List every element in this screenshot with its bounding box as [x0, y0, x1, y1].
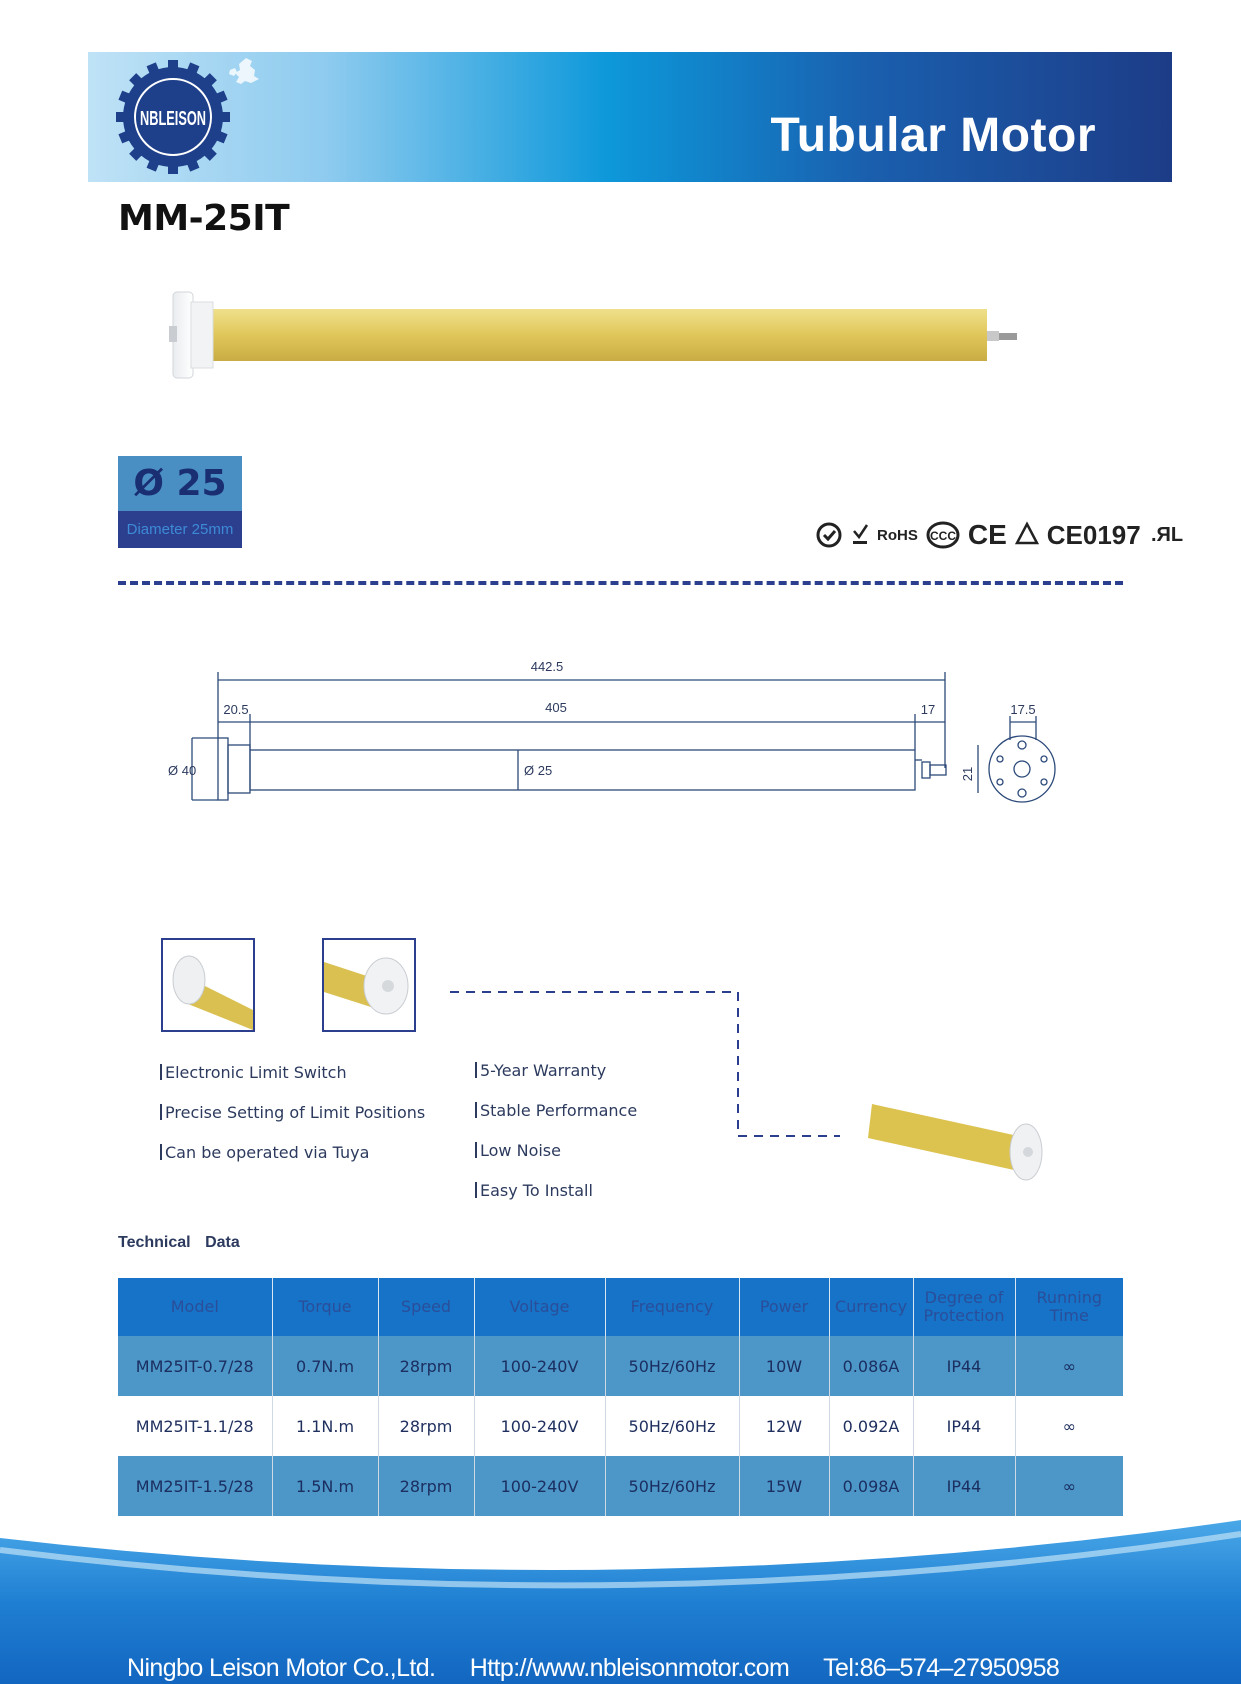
column-header: Torque: [272, 1278, 378, 1336]
table-cell: 10W: [739, 1336, 829, 1396]
table-row: [118, 1396, 1123, 1456]
footer-contact: [127, 1654, 1087, 1683]
dim-head: 20.5: [223, 702, 249, 717]
dim-end-height: 21: [960, 766, 975, 782]
ul-icon: [1149, 523, 1189, 547]
technical-data-table: [118, 1278, 1123, 1516]
table-cell: 50Hz/60Hz: [605, 1456, 739, 1516]
dim-tube-diameter: Ø 25: [524, 763, 553, 778]
table-cell: 50Hz/60Hz: [605, 1336, 739, 1396]
table-cell: 100-240V: [474, 1396, 605, 1456]
dim-total: 442.5: [530, 659, 564, 674]
table-cell: ∞: [1062, 1416, 1076, 1436]
dim-end-width: 17.5: [1010, 702, 1036, 717]
feature-item: Stable Performance: [475, 1101, 637, 1120]
table-cell: 0.086A: [829, 1336, 913, 1396]
sgs-icon: [815, 521, 843, 549]
svg-text:NBLEISON: NBLEISON: [140, 108, 206, 130]
dimension-drawing: [150, 650, 1080, 820]
technical-data-label: Technical Data: [118, 1234, 240, 1251]
table-cell: 28rpm: [378, 1456, 474, 1516]
dim-head-diameter: Ø 40: [168, 763, 197, 778]
ccc-icon: [926, 521, 960, 549]
dim-tube: 405: [545, 700, 567, 715]
column-header: Running Time: [1015, 1278, 1123, 1336]
footer-tel: Tel:86–574–27950958: [823, 1654, 1060, 1682]
ce0197-mark: CE0197: [1046, 519, 1141, 550]
ce-mark: CE: [967, 519, 1007, 550]
table-cell: 12W: [739, 1396, 829, 1456]
footer-website[interactable]: Http://www.nbleisonmotor.com: [469, 1654, 790, 1682]
table-cell: 1.1N.m: [272, 1396, 378, 1456]
table-cell: MM25IT-1.1/28: [118, 1396, 272, 1456]
table-cell: 0.092A: [829, 1396, 913, 1456]
column-header: Frequency: [605, 1278, 739, 1336]
rohs-mark: RoHS: [877, 526, 918, 544]
footer-company: Ningbo Leison Motor Co.,Ltd.: [127, 1654, 436, 1682]
table-cell: IP44: [913, 1456, 1015, 1516]
column-header: Degree of Protection: [913, 1278, 1015, 1336]
table-cell: IP44: [913, 1336, 1015, 1396]
certification-logos: [815, 520, 1189, 550]
feature-item: Can be operated via Tuya: [160, 1143, 369, 1162]
thumbnail-limit-switch: [161, 938, 255, 1032]
tuv-icon: [1015, 521, 1039, 549]
page-title: Tubular Motor: [770, 109, 1096, 162]
svg-text:.ЯL: .ЯL: [1150, 524, 1183, 546]
diameter-label: Diameter 25mm: [118, 511, 242, 548]
column-header: Speed: [378, 1278, 474, 1336]
header-banner: [88, 52, 1172, 182]
diameter-value: Ø 25: [118, 456, 242, 511]
table-cell: 50Hz/60Hz: [605, 1396, 739, 1456]
diameter-badge: [118, 456, 242, 548]
dim-shaft: 17: [920, 702, 936, 717]
table-cell: 15W: [739, 1456, 829, 1516]
table-row: [118, 1336, 1123, 1396]
motor-photo: [165, 290, 1085, 380]
column-header: Currency: [829, 1278, 913, 1336]
table-cell: 0.098A: [829, 1456, 913, 1516]
column-header: Voltage: [474, 1278, 605, 1336]
table-cell: 0.7N.m: [272, 1336, 378, 1396]
table-cell: 100-240V: [474, 1336, 605, 1396]
table-header-row: [118, 1278, 1123, 1336]
table-cell: 1.5N.m: [272, 1456, 378, 1516]
table-cell: IP44: [913, 1396, 1015, 1456]
table-cell: MM25IT-1.5/28: [118, 1456, 272, 1516]
feature-item: Low Noise: [475, 1141, 561, 1160]
table-cell: 28rpm: [378, 1336, 474, 1396]
thumbnail-motor-head: [322, 938, 416, 1032]
table-cell: ∞: [1015, 1456, 1123, 1516]
feature-item: Electronic Limit Switch: [160, 1063, 347, 1082]
company-logo: [114, 58, 232, 176]
feature-item: 5-Year Warranty: [475, 1061, 606, 1080]
table-cell: 100-240V: [474, 1456, 605, 1516]
table-cell: ∞: [1015, 1336, 1123, 1396]
svg-text:CCC: CCC: [929, 529, 956, 543]
check-icon: [851, 521, 869, 549]
column-header: Model: [118, 1278, 272, 1336]
table-row: [118, 1456, 1123, 1516]
column-header: Power: [739, 1278, 829, 1336]
section-divider: [118, 581, 1123, 585]
map-icon: [224, 56, 264, 90]
feature-item: Easy To Install: [475, 1181, 593, 1200]
motor-side-photo: [868, 1098, 1050, 1182]
table-cell: 28rpm: [378, 1396, 474, 1456]
table-cell: MM25IT-0.7/28: [118, 1336, 272, 1396]
feature-item: Precise Setting of Limit Positions: [160, 1103, 425, 1122]
model-name: MM-25IT: [118, 198, 290, 239]
